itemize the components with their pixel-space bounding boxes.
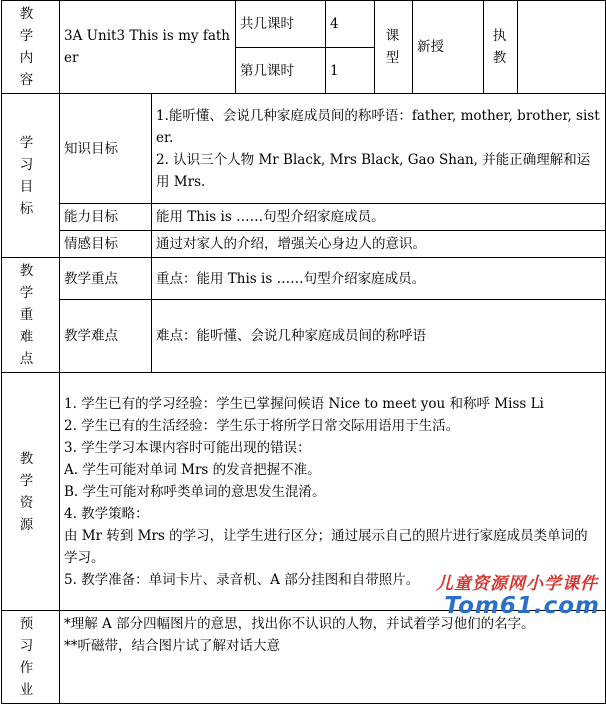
focus-label: 教学重点: [60, 258, 152, 300]
emotion-goal-text: 通过对家人的介绍，增强关心身边人的意识。: [152, 231, 606, 258]
knowledge-item: 1.能听懂、会说几种家庭成员间的称呼语：father, mother, brother, sister.: [156, 107, 600, 146]
resource-item: 由 Mr 转到 Mrs 的学习，让学生进行区分；通过展示自己的照片进行家庭成员类单词的学习。: [64, 527, 588, 566]
content-value: 3A Unit3 This is my father: [60, 1, 236, 94]
goals-section-label: 学 习 目 标: [2, 94, 60, 258]
preview-item: *理解 A 部分四幅图片的意思，找出你不认识的人物，并试着学习他们的名字。: [64, 616, 535, 632]
site-watermark: [385, 569, 600, 619]
difficulty-text: 难点：能听懂、会说几种家庭成员间的称呼语: [152, 300, 606, 373]
resource-item: 4. 教学策略：: [64, 505, 149, 522]
resource-item: 3. 学生学习本课内容时可能出现的错误：: [64, 439, 311, 456]
preview-text: [60, 611, 606, 704]
keypoints-section-label: 教 学 重 难 点: [2, 258, 60, 373]
resources-section-label: 教 学 资 源: [2, 373, 60, 611]
resource-item: 5. 教学准备：单词卡片、录音机、A 部分挂图和自带照片。: [64, 571, 420, 588]
nth-hour-label: 第几课时: [236, 48, 326, 94]
total-hours-label: 共几课时: [236, 1, 326, 48]
total-hours-value: 4: [326, 1, 375, 48]
resource-item: 2. 学生已有的生活经验：学生乐于将所学日常交际用语用于生活。: [64, 417, 460, 434]
emotion-goal-label: 情感目标: [60, 231, 152, 258]
nth-hour-value: 1: [326, 48, 375, 94]
focus-text: 重点：能用 This is ……句型介绍家庭成员。: [152, 258, 606, 300]
preview-item: **听磁带，结合图片试了解对话大意: [64, 638, 280, 654]
resource-item: A. 学生可能对单词 Mrs 的发音把握不准。: [64, 461, 321, 478]
watermark-top-text: 儿童资源网小学课件: [436, 574, 598, 594]
preview-section-label: 预 习 作 业: [2, 611, 60, 704]
teacher-value: [518, 1, 606, 94]
resource-item: 1. 学生已有的学习经验：学生已掌握问候语 Nice to meet you 和称呼 Miss Li: [64, 395, 544, 412]
teacher-label: 执 教: [484, 1, 518, 94]
difficulty-label: 教学难点: [60, 300, 152, 373]
knowledge-item: 2. 认识三个人物 Mr Black, Mrs Black, Gao Shan, 并能正确理解和运用 Mrs.: [156, 151, 591, 190]
type-value: 新授: [413, 1, 484, 94]
knowledge-goal-text: [152, 94, 606, 204]
content-label: 教 学 内 容: [2, 1, 60, 94]
watermark-logo: Tom61.com: [444, 593, 600, 619]
knowledge-goal-label: 知识目标: [60, 94, 152, 204]
ability-goal-label: 能力目标: [60, 204, 152, 231]
type-label: 课 型: [375, 1, 413, 94]
resource-item: B. 学生可能对称呼类单词的意思发生混淆。: [64, 483, 326, 500]
ability-goal-text: 能用 This is ……句型介绍家庭成员。: [152, 204, 606, 231]
